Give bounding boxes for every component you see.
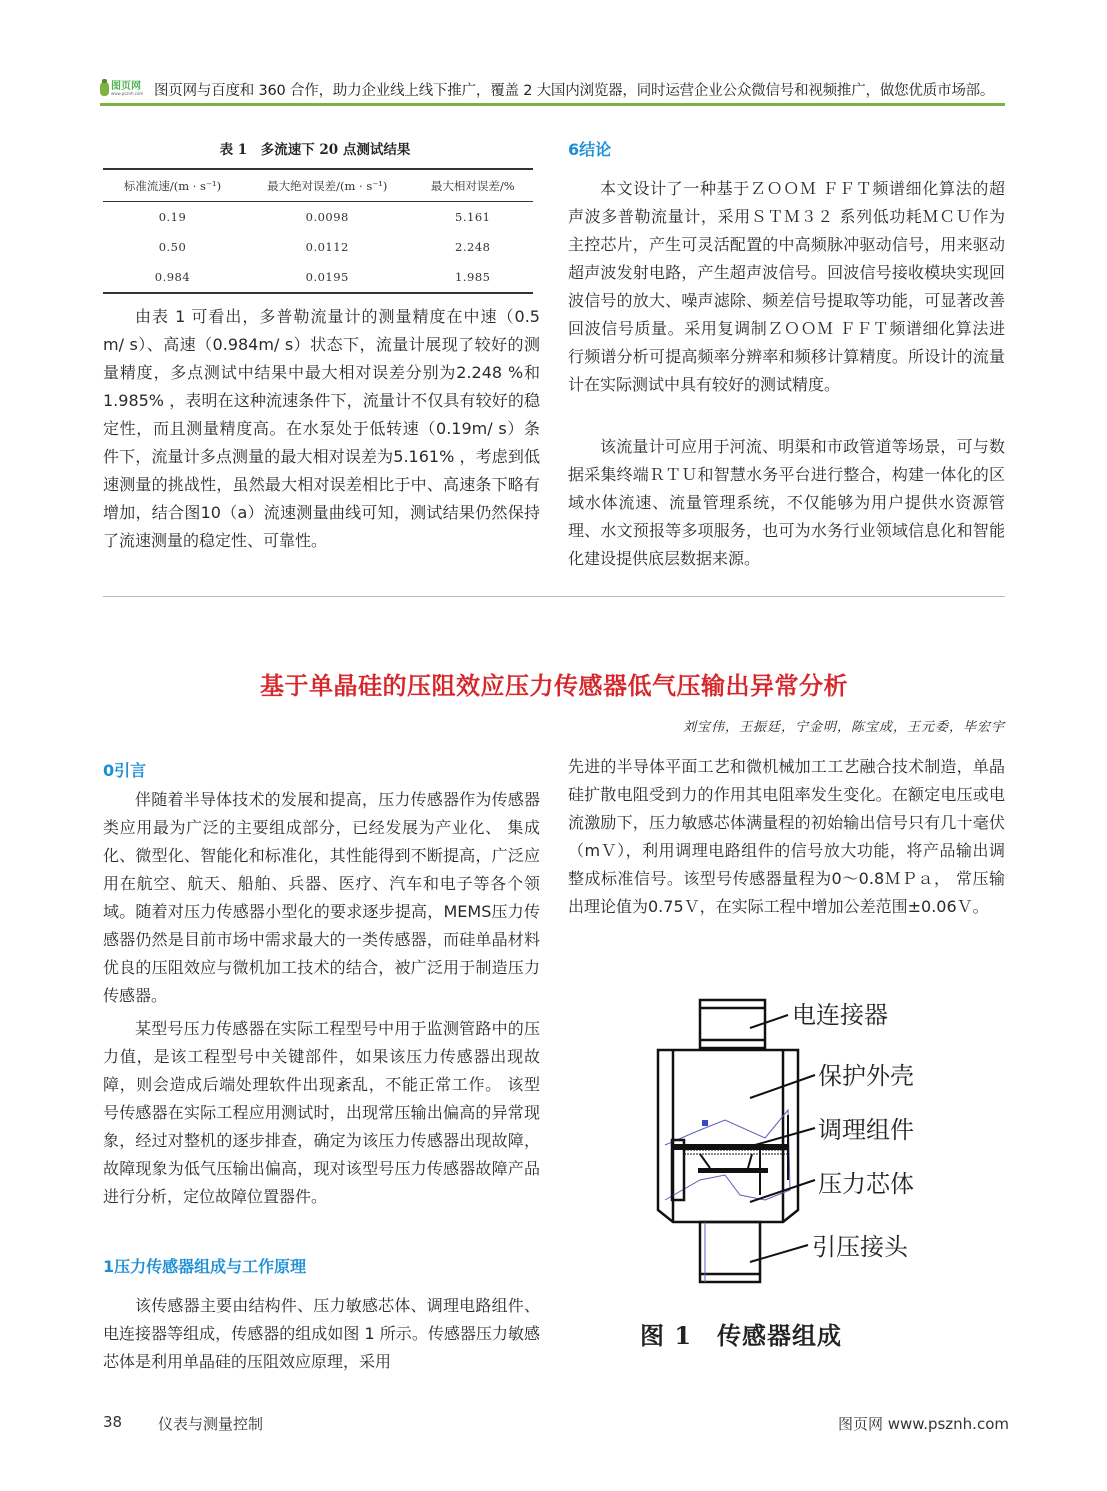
paragraph: 该传感器主要由结构件、压力敏感芯体、调理电路组件、电连接器等组成，传感器的组成如图 1 所示。传感器压力敏感芯体是利用单晶硅的压阻效应原理，采用	[103, 1296, 540, 1371]
results-discussion	[103, 303, 540, 555]
pressure-port-shape	[700, 1222, 760, 1282]
section-heading-composition: 1压力传感器组成与工作原理	[103, 1257, 307, 1276]
label-conditioning-assembly: 调理组件	[818, 1116, 914, 1144]
paragraph: 先进的半导体平面工艺和微机械加工工艺融合技术制造，单晶硅扩散电阻受到力的作用其电阻率发生变化。在额定电压或电流激励下，压力敏感芯体满量程的初始输出信号只有几十毫伏（mＶ），利用调理电路组件的信号放大功能，将产品输出调整成标准信号。该型号传感器量程为0～0.8ＭＰａ， 常压输出理论值为0.75Ｖ，在实际工程中增加公差范围±0.06Ｖ。	[568, 757, 1005, 916]
banner-text: 图页网与百度和 360 合作，助力企业线上线下推广，覆盖 2 大国内浏览器，同时运营企业公众微信号和视频推广，做您优质市场部。	[154, 82, 995, 99]
results-table	[103, 168, 533, 294]
section-heading-conclusion: 6结论	[568, 140, 612, 159]
table-cell: 5.161	[455, 210, 491, 224]
label-pressure-port: 引压接头	[812, 1233, 908, 1261]
site-logo[interactable]	[100, 78, 150, 100]
internal-components	[665, 1110, 790, 1200]
label-housing: 保护外壳	[818, 1062, 914, 1090]
table-cell: 0.0098	[305, 210, 349, 224]
table-row	[103, 262, 533, 293]
header-divider	[100, 103, 1005, 106]
table-caption: 表 1 多流速下 20 点测试结果	[219, 142, 411, 158]
table-cell: 0.50	[158, 240, 187, 254]
table-cell: 0.0195	[305, 270, 349, 284]
header-banner	[100, 76, 1005, 102]
table-cell: 2.248	[455, 240, 491, 254]
column-header: 最大相对误差/%	[430, 178, 515, 193]
article-authors: 刘宝伟，王振廷，宁金明，陈宝成，王元委，毕宏宇	[682, 720, 1005, 735]
table-row	[103, 232, 533, 262]
logo-name: 图页网	[111, 81, 141, 92]
table-row	[103, 202, 533, 233]
sensor-diagram-svg	[640, 990, 960, 1290]
logo-url: www.psznh.com	[111, 91, 144, 96]
conclusion-paragraph-2	[568, 433, 1005, 573]
table-cell: 0.984	[154, 270, 191, 284]
label-pressure-core: 压力芯体	[818, 1170, 914, 1198]
logo-mascot-icon	[100, 82, 109, 96]
composition-paragraph	[103, 1292, 540, 1376]
composition-paragraph-continued	[568, 753, 1005, 921]
table-cell: 1.985	[455, 270, 491, 284]
journal-name: 仪表与测量控制	[158, 1415, 264, 1433]
article-divider	[103, 596, 1005, 597]
housing-shape	[658, 1050, 798, 1222]
table-header-row	[103, 169, 533, 202]
table-cell: 0.19	[158, 210, 187, 224]
paragraph: 本文设计了一种基于ＺＯＯＭ ＦＦＴ频谱细化算法的超声波多普勒流量计，采用ＳＴＭ３２ 系列低功耗ＭＣＵ作为主控芯片，产生可灵活配置的中高频脉冲驱动信号，用来驱动超声波发射电路，产生超声波信号。回波信号接收模块实现回波信号的放大、噪声滤除、频差信号提取等功能，可显著改善回波信号质量。采用复调制ＺＯＯＭ ＦＦＴ频谱细化算法进行频谱分析可提高频率分辨率和频移计算精度。所设计的流量计在实际测试中具有较好的测试精度。	[568, 179, 1005, 394]
connector-shape	[700, 1000, 765, 1048]
article-title: 基于单晶硅的压阻效应压力传感器低气压输出异常分析	[260, 672, 848, 700]
section-heading-introduction: 0引言	[103, 761, 147, 780]
page-number: 38	[103, 1413, 123, 1431]
figure-caption: 图 1 传感器组成	[640, 1321, 843, 1350]
column-header: 标准流速/(m · s⁻¹)	[123, 178, 222, 193]
conclusion-paragraph-1	[568, 175, 1005, 399]
intro-paragraph-1	[103, 786, 540, 1010]
paragraph: 伴随着半导体技术的发展和提高，压力传感器作为传感器类应用最为广泛的主要组成部分，已经发展为产业化、 集成化、微型化、智能化和标准化，其性能得到不断提高，广泛应用在航空、航天、船舶、兵器、医疗、汽车和电子等各个领域。随着对压力传感器小型化的要求逐步提高，MEMS压力传感器仍然是目前市场中需求最大的一类传感器，而硅单晶材料优良的压阻效应与微机加工技术的结合，被广泛用于制造压力传感器。	[103, 790, 540, 1005]
paragraph: 由表 1 可看出，多普勒流量计的测量精度在中速（0.5 m/ s）、高速（0.984m/ s）状态下，流量计展现了较好的测量精度，多点测试中结果中最大相对误差分别为2.248 %和1.985% ，表明在这种流速条件下，流量计不仅具有较好的稳定性，而且测量精度高。在水泵处于低转速（0.19m/ s）条件下，流量计多点测量的最大相对误差为5.161% ，考虑到低速测量的挑战性，虽然最大相对误差相比于中、高速条下略有增加，结合图10（a）流速测量曲线可知，测试结果仍然保持了流速测量的稳定性、可靠性。	[103, 307, 540, 550]
logo-text	[111, 82, 143, 96]
intro-paragraph-2	[103, 1015, 540, 1211]
column-header: 最大绝对误差/(m · s⁻¹)	[267, 178, 388, 193]
paragraph: 某型号压力传感器在实际工程型号中用于监测管路中的压力值，是该工程型号中关键部件，如果该压力传感器出现故障，则会造成后端处理软件出现紊乱，不能正常工作。 该型号传感器在实际工程应用测试时，出现常压输出偏高的异常现象，经过对整机的逐步排查，确定为该压力传感器出现故障，故障现象为低气压输出偏高，现对该型号压力传感器故障产品进行分析，定位故障位置器件。	[103, 1019, 540, 1206]
label-connector: 电连接器	[792, 1001, 888, 1029]
paragraph: 该流量计可应用于河流、明渠和市政管道等场景，可与数据采集终端ＲＴＵ和智慧水务平台进行整合，构建一体化的区域水体流速、流量管理系统，不仅能够为用户提供水资源管理、水文预报等多项服务，也可为水务行业领域信息化和智能化建设提供底层数据来源。	[568, 437, 1005, 568]
sensor-diagram	[640, 990, 960, 1290]
table-cell: 0.0112	[305, 240, 349, 254]
footer-site-link[interactable]: 图页网 www.psznh.com	[838, 1415, 1009, 1433]
